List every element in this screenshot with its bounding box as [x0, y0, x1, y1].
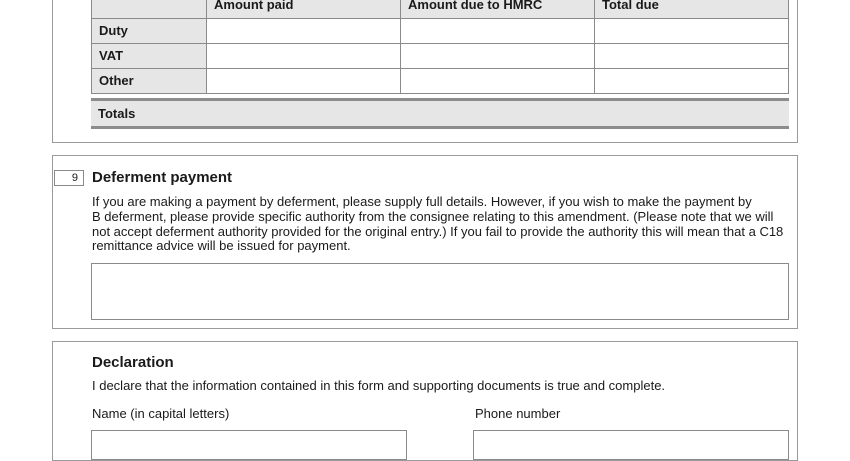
totals-bottom-rule [91, 126, 789, 129]
row-label-totals: Totals [98, 106, 136, 121]
deferment-line-1: If you are making a payment by deferment, please supply full details. However, if you wish to make the payment by [92, 194, 752, 209]
name-field[interactable] [91, 430, 407, 460]
row-label-other: Other [99, 73, 134, 88]
header-amount-due-hmrc-text: Amount due to HMRC [408, 0, 543, 12]
deferment-instructions [92, 195, 792, 254]
vat-amount-paid-field[interactable] [206, 43, 401, 69]
other-amount-paid-field[interactable] [206, 68, 401, 94]
phone-label: Phone number [475, 406, 561, 421]
row-label-duty: Duty [99, 23, 128, 38]
duty-amount-due-field[interactable] [400, 18, 595, 44]
deferment-line-2: B deferment, please provide specific authority from the consignee relating to this amendment. (Please note that we will [92, 208, 774, 224]
totals-row [91, 101, 789, 126]
name-label: Name (in capital letters) [92, 406, 230, 421]
row-label-cell-other [91, 68, 207, 94]
row-label-vat: VAT [99, 48, 124, 63]
row-label-cell-duty [91, 18, 207, 44]
declaration-statement: I declare that the information contained in this form and supporting documents is true and complete. [92, 378, 666, 393]
duty-total-due-field[interactable] [594, 18, 789, 44]
row-label-cell-vat [91, 43, 207, 69]
duty-amount-paid-field[interactable] [206, 18, 401, 44]
header-amount-paid-text: Amount paid [214, 0, 294, 12]
deferment-details-field[interactable] [91, 263, 789, 320]
deferment-line-3: not accept deferment authority provided for the original entry.) If you fail to provide the authority this will mean that a C18 [92, 223, 784, 239]
deferment-line-4: remittance advice will be issued for payment. [92, 238, 351, 254]
vat-amount-due-field[interactable] [400, 43, 595, 69]
declaration-title: Declaration [92, 354, 174, 371]
vat-total-due-field[interactable] [594, 43, 789, 69]
header-blank-cell [91, 0, 207, 19]
phone-number-field[interactable] [473, 430, 789, 460]
deferment-title: Deferment payment [92, 169, 233, 186]
header-total-due-text: Total due [602, 0, 659, 12]
section-number-box: 9 [54, 170, 84, 186]
other-total-due-field[interactable] [594, 68, 789, 94]
other-amount-due-field[interactable] [400, 68, 595, 94]
